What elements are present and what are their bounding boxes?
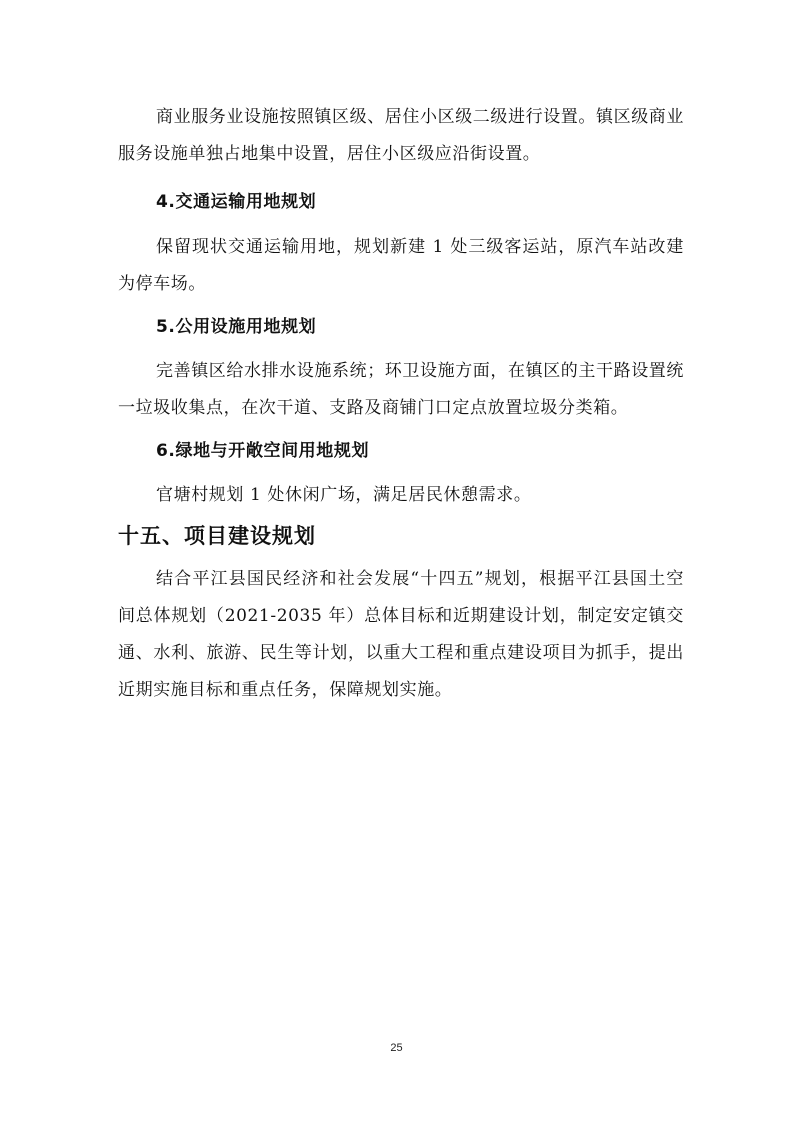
page-number: 25 [390,1042,403,1054]
paragraph-green-space: 官塘村规划 1 处休闲广场，满足居民休憩需求。 [156,485,532,505]
paragraph-project-planning: 结合平江县国民经济和社会发展“十四五”规划，根据平江县国土空间总体规划（2021-2035 年）总体目标和近期建设计划，制定安定镇交通、水利、旅游、民生等计划，以重大工程和重点建设项目为抓手，提出近期实施目标和重点任务，保障规划实施。 [118,569,684,700]
subheading-utility-land: 5.公用设施用地规划 [156,317,317,337]
paragraph-commercial-facilities: 商业服务业设施按照镇区级、居住小区级二级进行设置。镇区级商业服务设施单独占地集中设置，居住小区级应沿街设置。 [118,107,684,164]
subheading-green-space: 6.绿地与开敞空间用地规划 [156,441,370,461]
subheading-transport-land: 4.交通运输用地规划 [156,192,317,212]
paragraph-transport-land: 保留现状交通运输用地，规划新建 1 处三级客运站，原汽车站改建为停车场。 [118,237,684,294]
paragraph-utility-land: 完善镇区给水排水设施系统；环卫设施方面，在镇区的主干路设置统一垃圾收集点，在次干道、支路及商铺门口定点放置垃圾分类箱。 [118,361,684,418]
section-heading-project-planning: 十五、项目建设规划 [118,524,316,548]
